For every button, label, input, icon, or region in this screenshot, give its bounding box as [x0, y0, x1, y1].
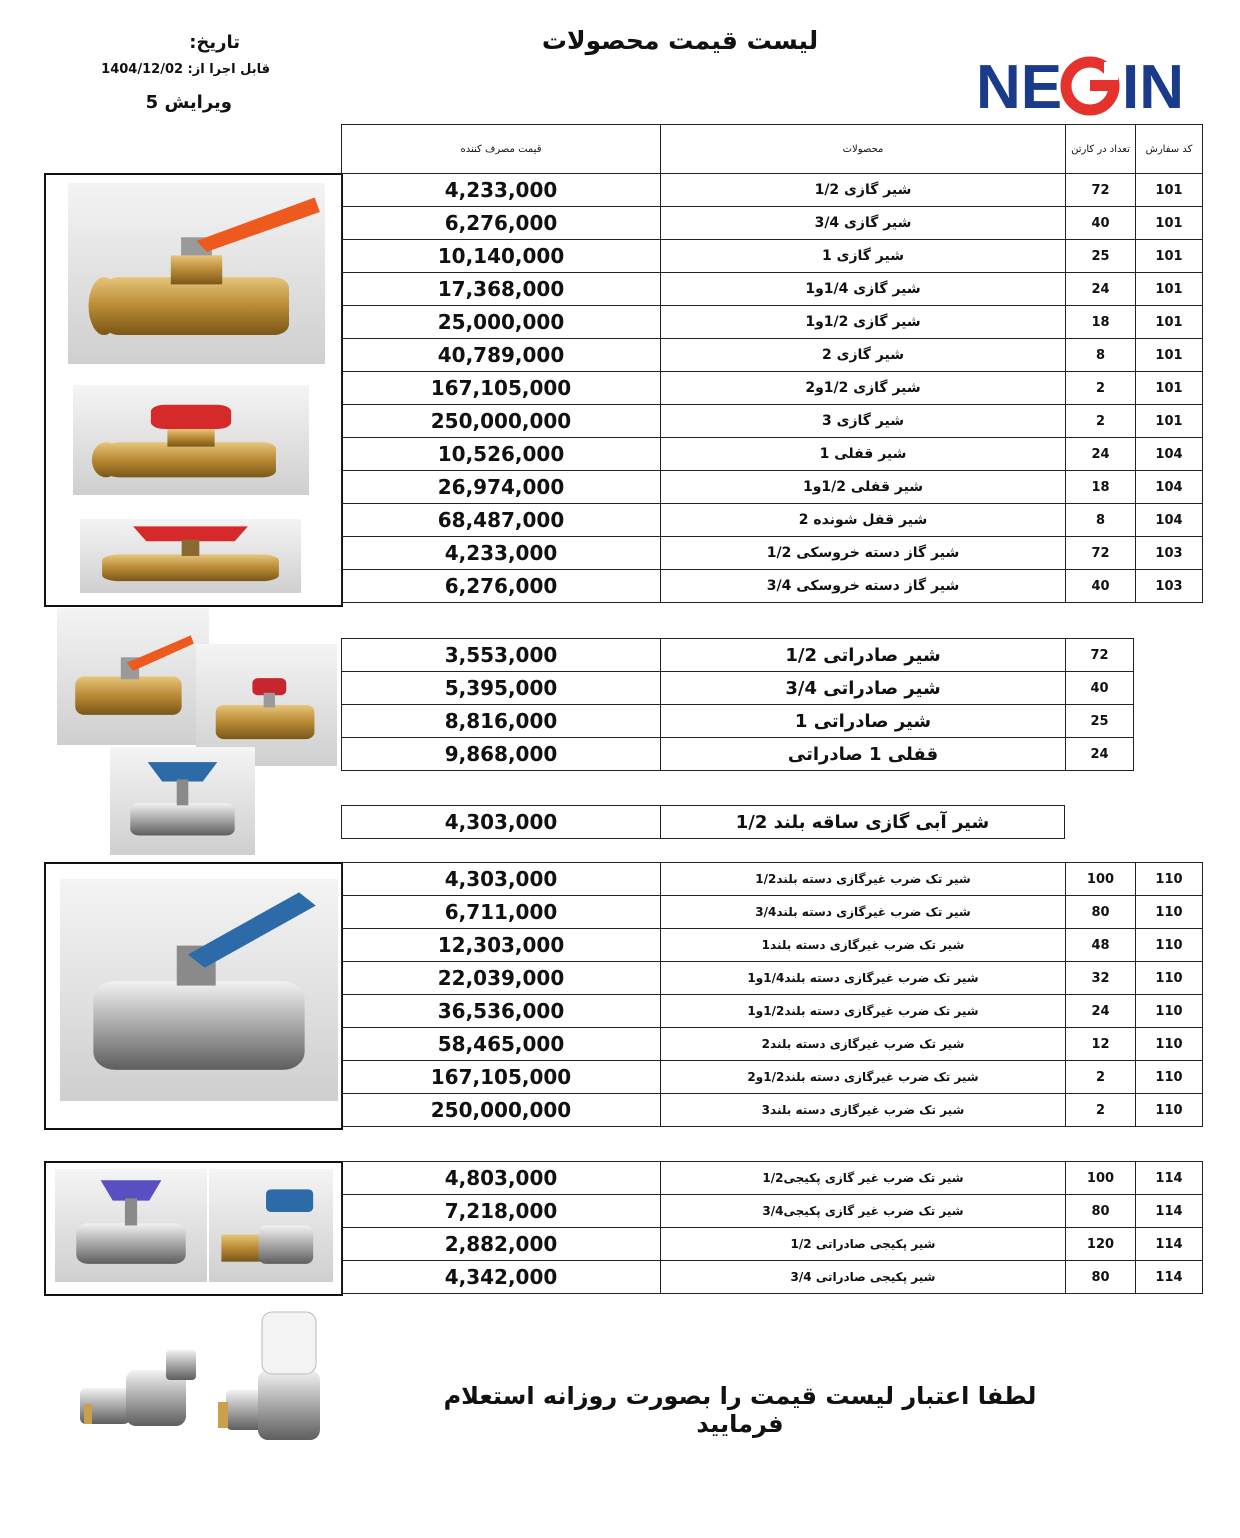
product-name: شیر صادراتی 1/2 [661, 639, 1066, 672]
product-name: شیر تک ضرب غیر گازی پکیجی3/4 [661, 1195, 1066, 1228]
carton-qty: 18 [1066, 306, 1136, 339]
product-name: شیر قفل شونده 2 [661, 504, 1066, 537]
table-row [342, 896, 1203, 929]
table-row [342, 1094, 1203, 1127]
price: 9,868,000 [342, 738, 661, 771]
table-row [342, 1162, 1203, 1195]
gas-valves-table [341, 173, 1203, 603]
product-name: شیر گاز دسته خروسکی 3/4 [661, 570, 1066, 603]
order-code: 101 [1136, 372, 1203, 405]
table-row [342, 1228, 1203, 1261]
table-row [342, 207, 1203, 240]
price: 25,000,000 [342, 306, 661, 339]
product-name: شیر گازی 3/4 [661, 207, 1066, 240]
table-row [342, 570, 1203, 603]
product-name: شیر تک ضرب غیرگازی دسته بلند1/2و2 [661, 1061, 1066, 1094]
carton-qty: 24 [1066, 273, 1136, 306]
carton-qty: 40 [1066, 672, 1134, 705]
order-code: 114 [1136, 1261, 1203, 1294]
carton-qty: 24 [1066, 738, 1134, 771]
gas-valve-orange-handle-photo [68, 183, 325, 364]
svg-text:NE: NE [976, 53, 1063, 120]
product-name: شیر پکیجی صادراتی 3/4 [661, 1261, 1066, 1294]
order-code: 103 [1136, 570, 1203, 603]
carton-qty: 100 [1066, 863, 1136, 896]
table-row [342, 537, 1203, 570]
product-name: شیر گازی 3 [661, 405, 1066, 438]
table-row [342, 863, 1203, 896]
table-row [342, 174, 1203, 207]
order-code: 104 [1136, 504, 1203, 537]
product-name: شیر تک ضرب غیرگازی دسته بلند1/2و1 [661, 995, 1066, 1028]
long-stem-table [341, 805, 1065, 839]
product-name: شیر گازی 1/4و1 [661, 273, 1066, 306]
order-code: 114 [1136, 1195, 1203, 1228]
carton-qty: 24 [1066, 438, 1136, 471]
price: 12,303,000 [342, 929, 661, 962]
radiator-valves-photo [78, 1300, 343, 1448]
table-row [342, 806, 1065, 839]
carton-qty: 32 [1066, 962, 1136, 995]
page-title: لیست قیمت محصولات [541, 26, 819, 55]
nongas-valve-blue-handle-photo [60, 879, 338, 1101]
header-order-code: کد سفارش [1136, 125, 1203, 174]
product-name: شیر آبی گازی ساقه بلند 1/2 [661, 806, 1065, 839]
product-name: شیر گازی 2 [661, 339, 1066, 372]
carton-qty: 12 [1066, 1028, 1136, 1061]
table-row [342, 405, 1203, 438]
date-label: تاریخ: [189, 32, 240, 53]
table-row [342, 995, 1203, 1028]
carton-qty: 80 [1066, 896, 1136, 929]
package-valves-table [341, 1161, 1203, 1294]
footer-note: لطفا اعتبار لیست قیمت را بصورت روزانه استعلام فرمایید [443, 1382, 1037, 1438]
product-name: قفلی 1 صادراتی [661, 738, 1066, 771]
price: 10,140,000 [342, 240, 661, 273]
order-code: 110 [1136, 1094, 1203, 1127]
product-name: شیر تک ضرب غیرگازی دسته بلند3/4 [661, 896, 1066, 929]
price: 58,465,000 [342, 1028, 661, 1061]
price: 40,789,000 [342, 339, 661, 372]
export-valve-blue-butterfly-photo [110, 747, 255, 855]
table-row [342, 1261, 1203, 1294]
carton-qty: 8 [1066, 339, 1136, 372]
carton-qty: 48 [1066, 929, 1136, 962]
product-name: شیر تک ضرب غیرگازی دسته بلند3 [661, 1094, 1066, 1127]
table-row [342, 929, 1203, 962]
carton-qty: 72 [1066, 537, 1136, 570]
carton-qty: 72 [1066, 174, 1136, 207]
product-name: شیر گازی 1/2و1 [661, 306, 1066, 339]
gas-valve-red-handle-photo [73, 385, 309, 495]
table-row [342, 339, 1203, 372]
price: 10,526,000 [342, 438, 661, 471]
export-valve-orange-photo [57, 608, 209, 745]
price: 8,816,000 [342, 705, 661, 738]
product-name: شیر قفلی 1/2و1 [661, 471, 1066, 504]
price: 250,000,000 [342, 405, 661, 438]
effective-date: قابل اجرا از: 1404/12/02 [101, 62, 270, 77]
price: 6,276,000 [342, 207, 661, 240]
carton-qty: 24 [1066, 995, 1136, 1028]
table-row [342, 471, 1203, 504]
header-product: محصولات [661, 125, 1066, 174]
price: 3,553,000 [342, 639, 661, 672]
package-valve-blue-handle-photo [209, 1169, 333, 1282]
carton-qty: 80 [1066, 1195, 1136, 1228]
table-row [342, 1061, 1203, 1094]
product-name: شیر گازی 1 [661, 240, 1066, 273]
order-code: 110 [1136, 1028, 1203, 1061]
product-name: شیر صادراتی 3/4 [661, 672, 1066, 705]
price: 68,487,000 [342, 504, 661, 537]
carton-qty: 2 [1066, 1061, 1136, 1094]
price: 22,039,000 [342, 962, 661, 995]
table-header [341, 124, 1203, 174]
table-row [342, 1195, 1203, 1228]
table-row [342, 1028, 1203, 1061]
edition-label: ویرایش 5 [145, 92, 232, 113]
price: 6,276,000 [342, 570, 661, 603]
table-row [342, 504, 1203, 537]
carton-qty: 2 [1066, 1094, 1136, 1127]
carton-qty: 120 [1066, 1228, 1136, 1261]
product-name: شیر تک ضرب غیرگازی دسته بلند2 [661, 1028, 1066, 1061]
table-row [342, 962, 1203, 995]
product-name: شیر تک ضرب غیر گازی پکیجی1/2 [661, 1162, 1066, 1195]
product-name: شیر گازی 1/2 [661, 174, 1066, 207]
header-per-carton: تعداد در کارتن [1066, 125, 1136, 174]
carton-qty: 2 [1066, 372, 1136, 405]
product-name: شیر پکیجی صادراتی 1/2 [661, 1228, 1066, 1261]
carton-qty: 2 [1066, 405, 1136, 438]
order-code: 110 [1136, 863, 1203, 896]
product-name: شیر تک ضرب غیرگازی دسته بلند1 [661, 929, 1066, 962]
carton-qty: 100 [1066, 1162, 1136, 1195]
price: 6,711,000 [342, 896, 661, 929]
export-valves-table [341, 638, 1134, 771]
table-row [342, 273, 1203, 306]
product-name: شیر قفلی 1 [661, 438, 1066, 471]
order-code: 114 [1136, 1162, 1203, 1195]
product-name: شیر گازی 1/2و2 [661, 372, 1066, 405]
price: 4,303,000 [342, 863, 661, 896]
carton-qty: 80 [1066, 1261, 1136, 1294]
price: 4,303,000 [342, 806, 661, 839]
table-row [342, 639, 1134, 672]
table-row [342, 672, 1134, 705]
negin-logo [972, 50, 1192, 120]
price: 2,882,000 [342, 1228, 661, 1261]
order-code: 110 [1136, 896, 1203, 929]
order-code: 101 [1136, 273, 1203, 306]
product-name: شیر تک ضرب غیرگازی دسته بلند1/2 [661, 863, 1066, 896]
product-name: شیر صادراتی 1 [661, 705, 1066, 738]
carton-qty: 40 [1066, 207, 1136, 240]
product-name: شیر تک ضرب غیرگازی دسته بلند1/4و1 [661, 962, 1066, 995]
product-name: شیر گاز دسته خروسکی 1/2 [661, 537, 1066, 570]
price: 17,368,000 [342, 273, 661, 306]
order-code: 101 [1136, 339, 1203, 372]
order-code: 110 [1136, 1061, 1203, 1094]
carton-qty: 25 [1066, 705, 1134, 738]
carton-qty: 18 [1066, 471, 1136, 504]
price: 167,105,000 [342, 372, 661, 405]
order-code: 104 [1136, 471, 1203, 504]
order-code: 110 [1136, 995, 1203, 1028]
price: 5,395,000 [342, 672, 661, 705]
carton-qty: 25 [1066, 240, 1136, 273]
price: 7,218,000 [342, 1195, 661, 1228]
nongas-valves-table [341, 862, 1203, 1127]
table-row [342, 438, 1203, 471]
order-code: 101 [1136, 306, 1203, 339]
table-row [342, 240, 1203, 273]
price: 4,233,000 [342, 537, 661, 570]
carton-qty: 40 [1066, 570, 1136, 603]
price: 250,000,000 [342, 1094, 661, 1127]
order-code: 101 [1136, 405, 1203, 438]
order-code: 101 [1136, 240, 1203, 273]
order-code: 101 [1136, 174, 1203, 207]
carton-qty: 8 [1066, 504, 1136, 537]
price: 4,342,000 [342, 1261, 661, 1294]
price: 167,105,000 [342, 1061, 661, 1094]
order-code: 110 [1136, 962, 1203, 995]
table-row [342, 705, 1134, 738]
price: 4,233,000 [342, 174, 661, 207]
price: 36,536,000 [342, 995, 661, 1028]
header-price: قیمت مصرف کننده [342, 125, 661, 174]
price: 4,803,000 [342, 1162, 661, 1195]
carton-qty: 72 [1066, 639, 1134, 672]
order-code: 114 [1136, 1228, 1203, 1261]
gas-valve-butterfly-handle-photo [80, 519, 301, 593]
table-row [342, 738, 1134, 771]
order-code: 110 [1136, 929, 1203, 962]
table-row [342, 306, 1203, 339]
order-code: 101 [1136, 207, 1203, 240]
table-row [342, 372, 1203, 405]
svg-text:IN: IN [1122, 53, 1184, 120]
package-valve-chrome-butterfly-photo [55, 1169, 207, 1282]
price: 26,974,000 [342, 471, 661, 504]
order-code: 103 [1136, 537, 1203, 570]
order-code: 104 [1136, 438, 1203, 471]
